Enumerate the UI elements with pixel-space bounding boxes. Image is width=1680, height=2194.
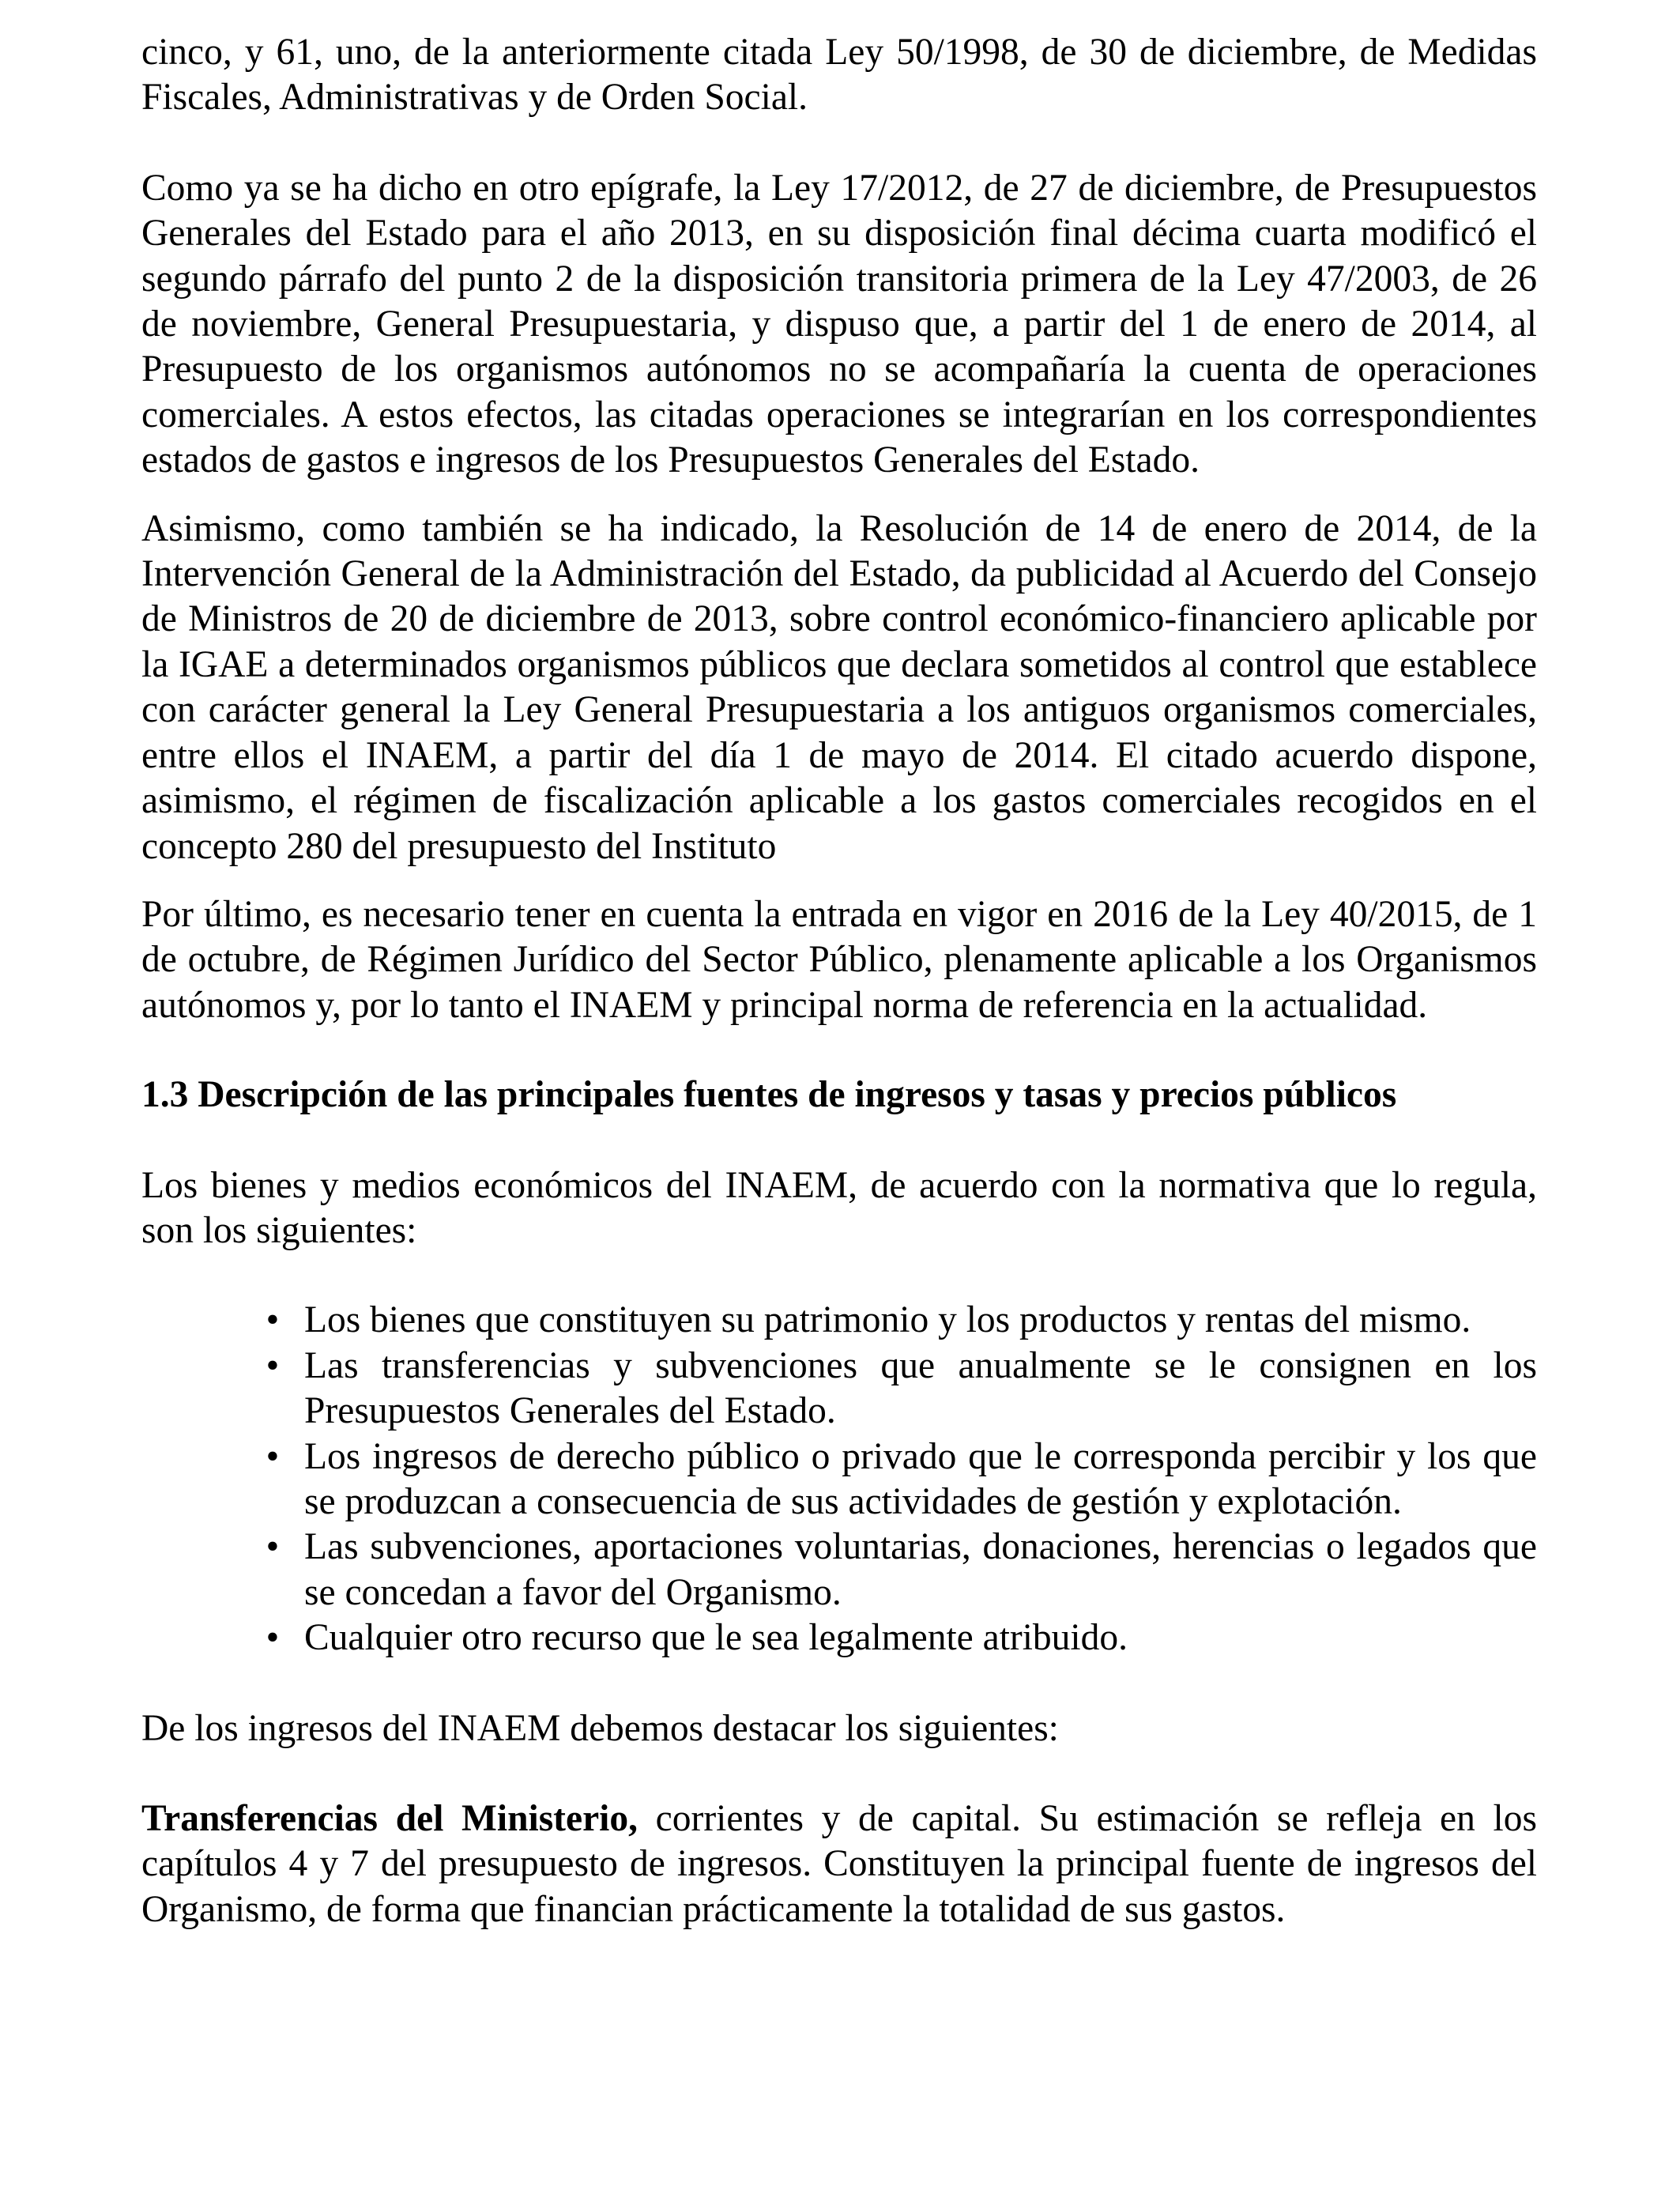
list-item [266, 1434, 1537, 1525]
list-item [266, 1298, 1537, 1343]
bullet-icon: • [266, 1526, 280, 1568]
document-page [141, 30, 1537, 1932]
income-sources-list [141, 1298, 1537, 1661]
list-item [266, 1344, 1537, 1434]
paragraph-ley-17-2012: Como ya se ha dicho en otro epígrafe, la Ley 17/2012, de 27 de diciembre, de Presupuestos Generales del Estado para el año 2013, en su disposición final décima cuarta modificó el segundo párrafo del punto 2 de la disposición transitoria primera de la Ley 47/2003, de 26 de noviembre, General Presupuestaria, y dispuso que, a partir del 1 de enero de 2014, al Presupuesto de los organismos autónomos no se acompañaría la cuenta de operaciones comerciales. A estos efectos, las citadas operaciones se integrarían en los correspondientes estados de gastos e ingresos de los Presupuestos Generales del Estado. [141, 167, 1537, 481]
transferencias-term: Transferencias del Ministerio, [141, 1798, 638, 1839]
bullet-icon: • [266, 1617, 280, 1659]
list-item [266, 1615, 1537, 1661]
paragraph-ley-40-2015: Por último, es necesario tener en cuenta la entrada en vigor en 2016 de la Ley 40/2015, de 1 de octubre, de Régimen Jurídico del Sector Público, plenamente aplicable a los Organismos autónomos y, por lo tanto el INAEM y principal norma de referencia en la actualidad. [141, 893, 1537, 1026]
paragraph-ley-50-1998: cinco, y 61, uno, de la anteriormente citada Ley 50/1998, de 30 de diciembre, de Medidas Fiscales, Administrativas y de Orden Social. [141, 32, 1537, 119]
list-item-text: Las transferencias y subvenciones que anualmente se le consignen en los Presupuestos Generales del Estado. [304, 1344, 1537, 1432]
paragraph-resolucion-igae: Asimismo, como también se ha indicado, la Resolución de 14 de enero de 2014, de la Intervención General de la Administración del Estado, da publicidad al Acuerdo del Consejo de Ministros de 20 de diciembre de 2013, sobre control económico-financiero aplicable por la IGAE a determinados organismos públicos que declara sometidos al control que establece con carácter general la Ley General Presupuestaria a los antiguos organismos comerciales, entre ellos el INAEM, a partir del día 1 de mayo de 2014. El citado acuerdo dispone, asimismo, el régimen de fiscalización aplicable a los gastos comerciales recogidos en el concepto 280 del presupuesto del Instituto [141, 507, 1537, 867]
list-item-text: Cualquier otro recurso que le sea legalmente atribuido. [304, 1617, 1128, 1659]
bullet-icon: • [266, 1299, 280, 1341]
section-heading: 1.3 Descripción de las principales fuentes de ingresos y tasas y precios públicos [141, 1074, 1397, 1116]
paragraph-transferencias [141, 1796, 1537, 1932]
transferencias-description: corrientes y de capital. Su estimación se refleja en los capítulos 4 y 7 del presupuesto de ingresos. Constituyen la principal fuente de ingresos del Organismo, de forma que financian prácticamente la totalidad de sus gastos. [141, 1798, 1537, 1930]
section-intro-paragraph: Los bienes y medios económicos del INAEM, de acuerdo con la normativa que lo regula, son los siguientes: [141, 1164, 1537, 1251]
bullet-icon: • [266, 1344, 280, 1386]
bullet-icon: • [266, 1435, 280, 1477]
lead-sentence: De los ingresos del INAEM debemos destacar los siguientes: [141, 1707, 1059, 1749]
list-item [266, 1525, 1537, 1615]
list-item-text: Los bienes que constituyen su patrimonio y los productos y rentas del mismo. [304, 1299, 1471, 1341]
list-item-text: Las subvenciones, aportaciones voluntarias, donaciones, herencias o legados que se concedan a favor del Organismo. [304, 1526, 1537, 1613]
list-item-text: Los ingresos de derecho público o privado que le corresponda percibir y los que se produzcan a consecuencia de sus actividades de gestión y explotación. [304, 1435, 1537, 1522]
